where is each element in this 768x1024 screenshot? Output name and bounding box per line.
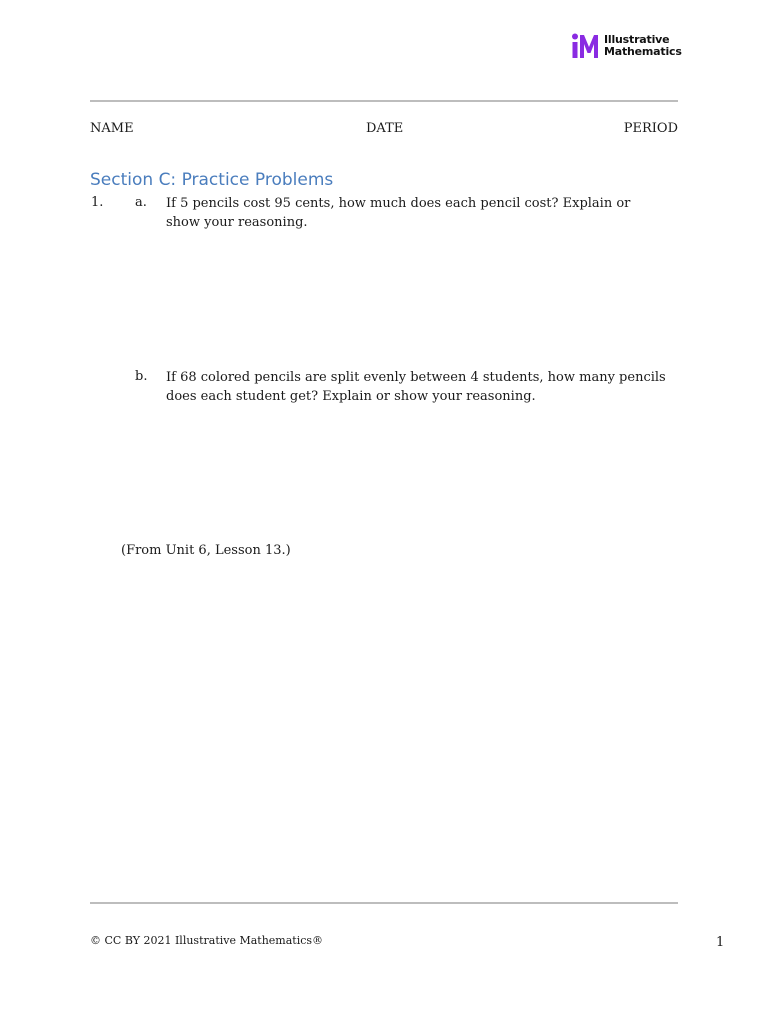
name-label: NAME — [90, 121, 134, 136]
logo-line-1: Illustrative — [604, 33, 670, 46]
part-a-text: If 5 pencils cost 95 cents, how much does each pencil cost? Explain or show your reasoning. — [166, 196, 631, 230]
student-info-fields — [90, 121, 678, 139]
copyright-notice: © CC BY 2021 Illustrative Mathematics® — [90, 934, 324, 947]
section-title: Section C: Practice Problems — [90, 170, 334, 190]
logo-line-2: Mathematics — [604, 45, 682, 58]
footer-divider — [90, 902, 678, 904]
page-number: 1 — [716, 935, 725, 950]
part-b-text: If 68 colored pencils are split evenly between 4 students, how many pencils does each student get? Explain or show your reasoning. — [166, 370, 666, 404]
im-logo-icon — [570, 33, 600, 59]
logo-wordmark — [604, 34, 682, 58]
date-label: DATE — [366, 121, 404, 136]
problem-source: (From Unit 6, Lesson 13.) — [121, 543, 291, 558]
header-divider — [90, 100, 678, 102]
illustrative-mathematics-logo — [570, 33, 682, 59]
part-a-letter: a. — [135, 195, 147, 210]
part-b-letter: b. — [135, 369, 148, 384]
period-label: PERIOD — [623, 121, 678, 136]
problem-number: 1. — [91, 195, 104, 210]
